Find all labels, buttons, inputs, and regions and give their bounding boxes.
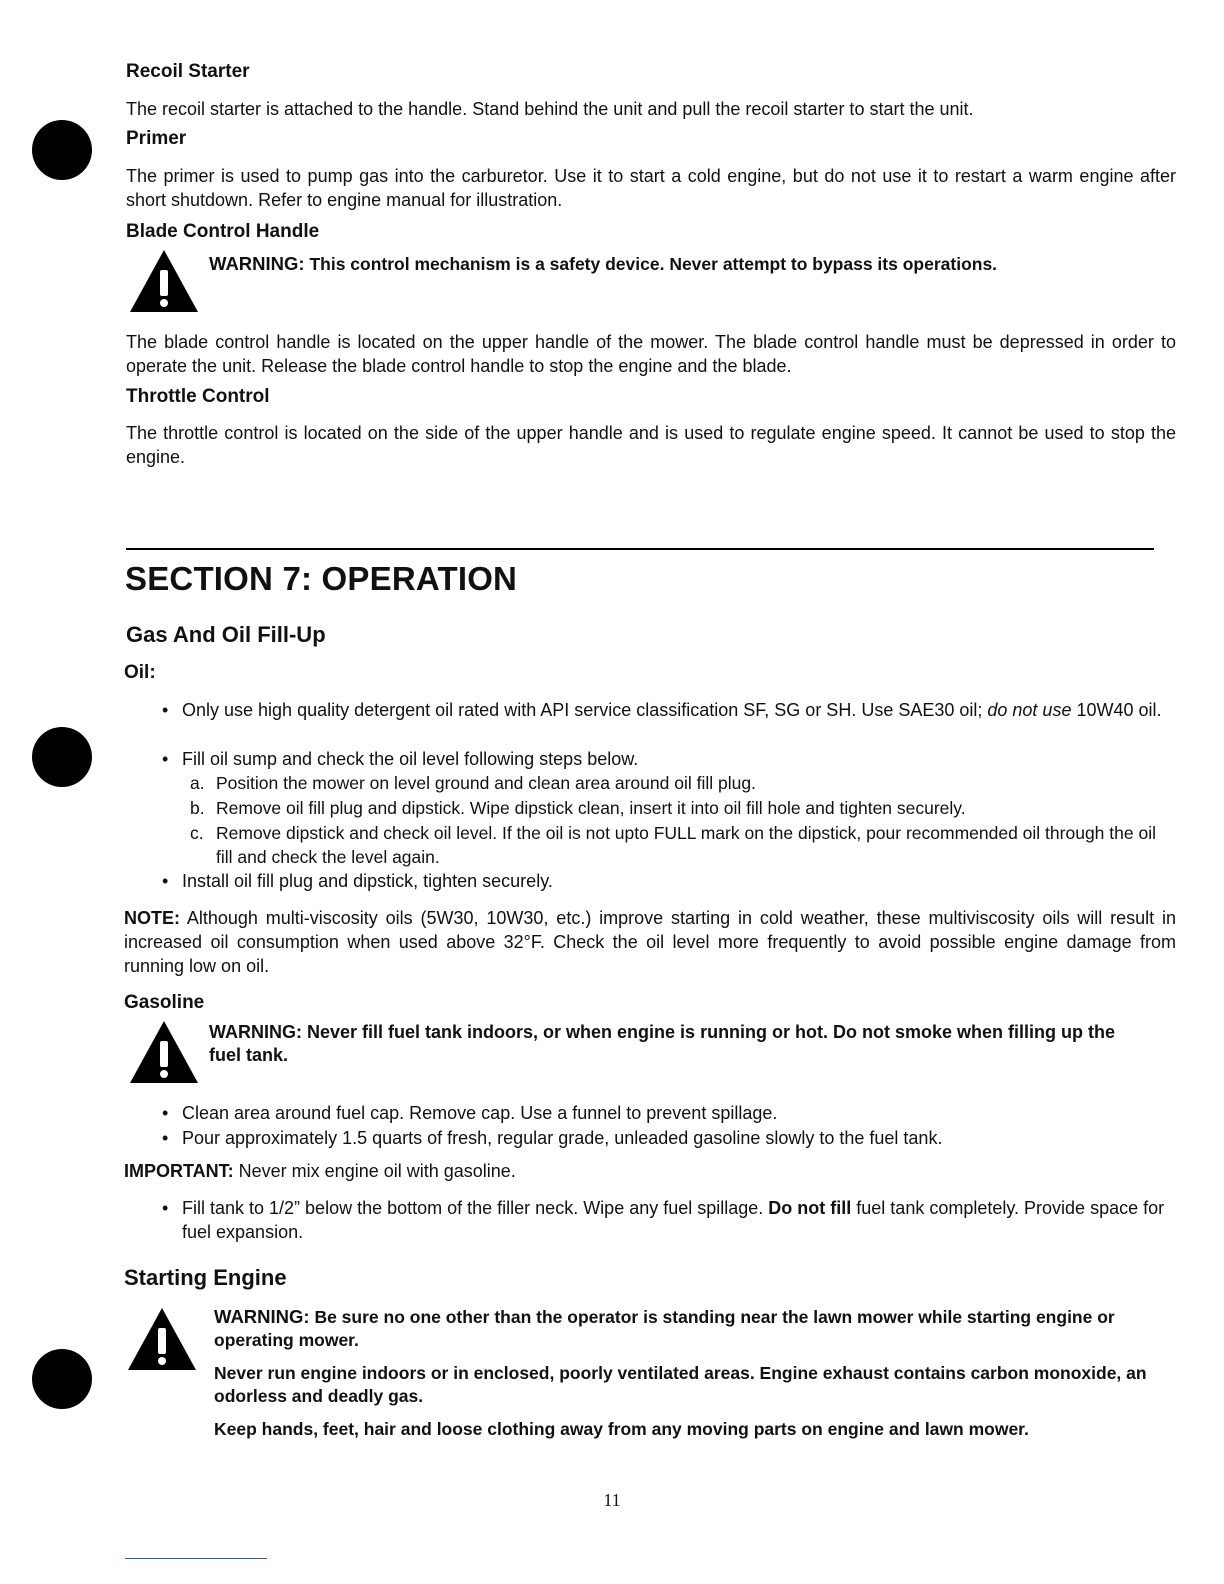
starting-warning-label: WARNING: [214,1306,310,1327]
recoil-starter-heading: Recoil Starter [126,61,250,82]
important-label: IMPORTANT: [124,1161,234,1181]
bullet-dot: • [162,1103,169,1123]
blade-warning [209,252,1169,276]
page-number: 11 [603,1490,621,1510]
bullet-dot: • [162,1198,169,1218]
warning-triangle-icon [128,248,200,314]
step-text: Remove oil fill plug and dipstick. Wipe dipstick clean, insert it into oil fill hole and tighten securely. [216,798,966,818]
recoil-starter-text: The recoil starter is attached to the handle. Stand behind the unit and pull the recoil starter to start the unit. [126,99,974,119]
gasoline-bullet-fill [162,1196,1176,1244]
primer-heading: Primer [126,128,187,149]
bullet-dot: • [162,749,169,769]
oil-bullet-quality [162,698,1176,722]
gasoline-bullet-pour [162,1126,1176,1150]
step-label: a. [190,773,205,793]
blade-control-text: The blade control handle is located on the upper handle of the mower. The blade control handle must be depressed in order to operate the unit. Release the blade control handle to stop the engine and the blade. [126,332,1176,376]
gasoline-heading: Gasoline [124,992,205,1013]
step-label: b. [190,798,205,818]
note-text: Although multi-viscosity oils (5W30, 10W30, etc.) improve starting in cold weather, these multiviscosity oils will result in increased oil consumption when used above 32°F. Check the oil level more frequently to avoid possible engine damage from running low on oil. [124,908,1176,976]
oil-bullet-quality-text: Only use high quality detergent oil rated with API service classification SF, SG or SH. Use SAE30 oil; [182,700,988,720]
bullet-dot: • [162,700,169,720]
oil-step-a [190,771,1176,795]
throttle-control-text: The throttle control is located on the side of the upper handle and is used to regulate engine speed. It cannot be used to stop the engine. [126,423,1176,467]
step-label: c. [190,823,204,843]
gasoline-important [124,1159,1176,1183]
blade-warning-text: This control mechanism is a safety device. Never attempt to bypass its operations. [309,254,998,274]
oil-bullet-quality-emphasis: do not use [987,700,1072,720]
oil-bullet-install-text: Install oil fill plug and dipstick, tighten securely. [182,871,553,891]
binder-hole-top [32,120,92,180]
gasoline-bullet-fill-text: Fill tank to 1/2” below the bottom of the filler neck. Wipe any fuel spillage. [182,1198,769,1218]
binder-hole-middle [32,727,92,787]
step-text: Position the mower on level ground and clean area around oil fill plug. [216,773,756,793]
section-title: SECTION 7: OPERATION [125,560,518,597]
starting-warning-1-text: Be sure no one other than the operator is standing near the lawn mower while starting engine or operating mower. [214,1307,1115,1350]
note-label: NOTE: [124,908,180,928]
gasoline-bullet-fill-bold: Do not fill [768,1198,852,1218]
binder-hole-bottom [32,1349,92,1409]
oil-bullet-fill [162,747,1176,771]
primer-text: The primer is used to pump gas into the carburetor. Use it to start a cold engine, but do not use it to restart a warm engine after short shutdown. Refer to engine manual for illustration. [126,166,1176,210]
blade-control-heading: Blade Control Handle [126,221,320,242]
oil-bullet-fill-text: Fill oil sump and check the oil level following steps below. [182,749,639,769]
gasoline-bullet-pour-text: Pour approximately 1.5 quarts of fresh, regular grade, unleaded gasoline slowly to the fuel tank. [182,1128,943,1148]
footer-rule [125,1558,267,1559]
gasoline-bullet-clean [162,1101,1176,1125]
oil-step-c [190,821,1176,869]
blade-warning-label: WARNING: [209,253,305,274]
throttle-control-heading: Throttle Control [126,386,270,407]
warning-triangle-icon [126,1306,198,1372]
gasoline-bullet-fill-tail: fuel tank completely. Provide space for fuel expansion. [182,1198,1165,1242]
starting-warning-1 [214,1305,1154,1352]
bullet-dot: • [162,871,169,891]
important-text: Never mix engine oil with gasoline. [233,1161,516,1181]
warning-triangle-icon [128,1019,200,1085]
starting-engine-heading: Starting Engine [124,1265,287,1290]
starting-warning-3: Keep hands, feet, hair and loose clothing away from any moving parts on engine and lawn mower. [214,1419,1029,1439]
bullet-dot: • [162,1128,169,1148]
oil-bullet-install [162,869,1176,893]
step-text: Remove dipstick and check oil level. If the oil is not upto FULL mark on the dipstick, pour recommended oil through the oil fill and check the level again. [216,823,1156,867]
oil-label: Oil: [124,662,156,683]
gas-oil-heading: Gas And Oil Fill-Up [126,622,326,647]
section-divider [126,548,1154,550]
oil-bullet-quality-tail: 10W40 oil. [1071,700,1162,720]
starting-warning-2: Never run engine indoors or in enclosed, poorly ventilated areas. Engine exhaust contains carbon monoxide, an odorless and deadly gas. [214,1363,1147,1406]
gasoline-warning: WARNING: Never fill fuel tank indoors, or when engine is running or hot. Do not smoke when filling up the fuel tank. [209,1022,1116,1065]
gasoline-bullet-clean-text: Clean area around fuel cap. Remove cap. Use a funnel to prevent spillage. [182,1103,778,1123]
oil-note [124,906,1176,978]
oil-step-b [190,796,1176,820]
